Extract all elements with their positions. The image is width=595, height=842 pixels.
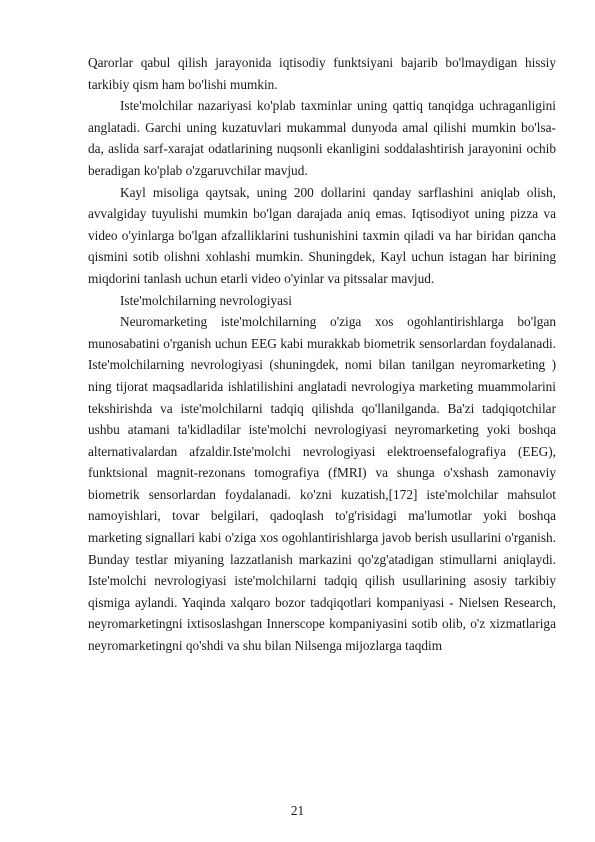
page-number: 21 — [290, 803, 305, 818]
document-body — [88, 52, 556, 657]
paragraph-4: Neuromarketing iste'molchilarning o'ziga xos ogohlantirishlarga bo'lgan munosabatini o'rganish uchun EEG kabi murakkab biometrik sensorlardan foydalanadi. Iste'molchilarning nevrologiyasi (shuningdek, nomi bilan tanilgan neyromarketing ) ning tijorat maqsadlarida ishlatilishini anglatadi nevrologiya marketing muammolarini tekshirishda va iste'molchilarni tadqiq qilishda qo'llanilganda. Ba'zi tadqiqotchilar ushbu atamani ta'kidladilar iste'molchi nevrologiyasi neyromarketing yoki boshqa alternativalardan afzaldir.Iste'molchi nevrologiyasi elektroensefalografiya (EEG), funktsional magnit-rezonans tomografiya (fMRI) va shunga o'xshash zamonaviy biometrik sensorlardan foydalanadi. ko'zni kuzatish,[172] iste'molchilar mahsulot namoyishlari, tovar belgilari, qadoqlash to'g'risidagi ma'lumotlar yoki boshqa marketing signallari kabi o'ziga xos ogohlantirishlarga javob berish usullarini o'rganish. Bunday testlar miyaning lazzatlanish markazini qo'zg'atadigan stimullarni aniqlaydi. Iste'molchi nevrologiyasi iste'molchilarni tadqiq qilish usullarining asosiy tarkibiy qismiga aylandi. Yaqinda xalqaro bozor tadqiqotlari kompaniyasi - Nielsen Research, neyromarketingni ixtisoslashgan Innerscope kompaniyasini sotib olib, o'z xizmatlariga neyromarketingni qo'shdi va shu bilan Nilsenga mijozlarga taqdim — [88, 314, 556, 654]
paragraph-3: Kayl misoliga qaytsak, uning 200 dollarini qanday sarflashini aniqlab olish, avvalgiday tuyulishi mumkin bo'lgan darajada aniq emas. Iqtisodiyot uning pizza va video o'yinlarga bo'lgan afzalliklarini tushunishini taxmin qiladi va har biridan qancha qismini sotib olishni xohlashi mumkin. Shuningdek, Kayl uchun istagan har birining miqdorini tanlash uchun etarli video o'yinlar va pitssalar mavjud. — [88, 184, 556, 286]
paragraph-1: Qarorlar qabul qilish jarayonida iqtisodiy funktsiyani bajarib bo'lmaydigan hissiy tarkibiy qism ham bo'lishi mumkin. — [88, 55, 556, 92]
section-heading: Iste'molchilarning nevrologiyasi — [120, 292, 292, 308]
paragraph-2: Iste'molchilar nazariyasi ko'plab taxminlar uning qattiq tanqidga uchraganligini anglatadi. Garchi uning kuzatuvlari mukammal dunyoda amal qilishi mumkin bo'lsa-da, aslida sarf-xarajat odatlarining nuqsonli ekanligini soddalashtirish jarayonini ochib beradigan ko'plab o'zgaruvchilar mavjud. — [88, 98, 556, 178]
